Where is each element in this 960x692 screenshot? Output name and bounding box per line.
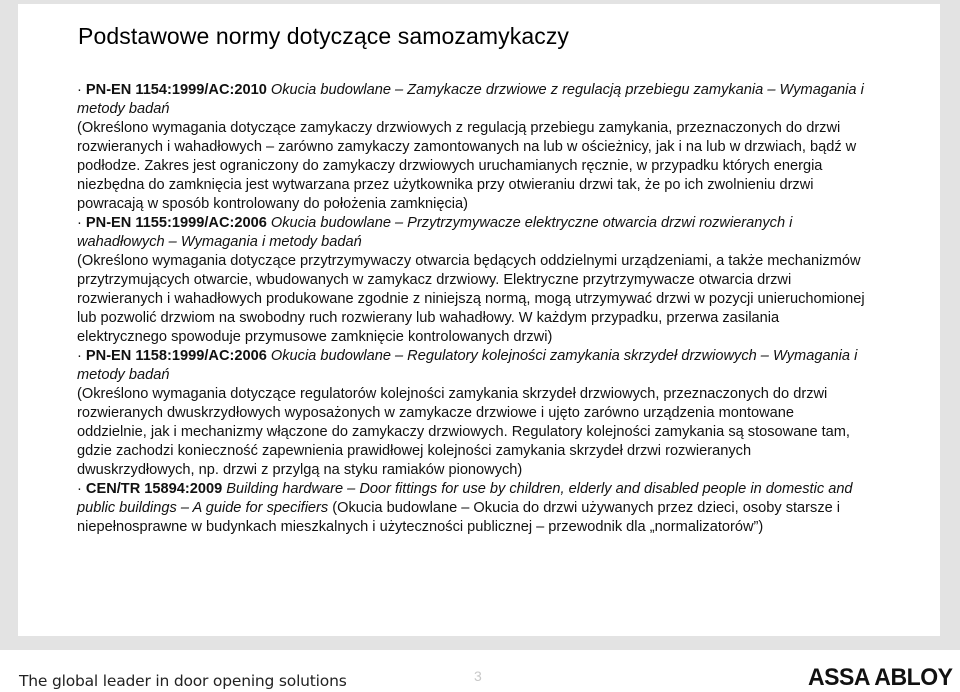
- slide: [18, 4, 940, 636]
- standard-description: (Okucia budowlane – Okucia do drzwi używanych przez dzieci, osoby starsze i niepełnosprawne w budynkach mieszkalnych i użyteczności publicznej – przewodnik dla „normalizatorów”): [77, 500, 841, 535]
- standard-description: (Określono wymagania dotyczące zamykaczy drzwiowych z regulacją przebiegu zamykania, przeznaczonych do drzwi rozwieranych i wahadłowych – zarówno zamykaczy zamontowanych na lub w ościeżnicy, jak i na lub w drzwiach, bądź w podłodze. Zakres jest ograniczony do zamykaczy drzwiowych uruchamianych ręcznie, w przypadku których energia niezbędna do zamknięcia jest wytwarzana przez użytkownika przy otwieraniu drzwi tak, że po ich zwolnieniu drzwi powracają w sposób kontrolowany do położenia zamknięcia): [77, 120, 857, 212]
- bullet: ·: [77, 348, 86, 364]
- standard-code: PN-EN 1155:1999/AC:2006: [85, 215, 267, 231]
- assa-abloy-logo: ASSA ABLOY: [808, 664, 953, 691]
- standard-title: Okucia budowlane – Regulatory kolejności zamykania skrzydeł drzwiowych – Wymagania i metody badań: [77, 348, 858, 383]
- standard-title: Okucia budowlane – Zamykacze drzwiowe z regulacją przebiegu zamykania – Wymagania i metody badań: [77, 82, 864, 117]
- standard-code: CEN/TR 15894:2009: [85, 481, 223, 497]
- bullet: ·: [77, 481, 86, 497]
- slide-content: [77, 81, 867, 537]
- standard-description: (Określono wymagania dotyczące przytrzymywaczy otwarcia będących oddzielnymi urządzeniami, a także mechanizmów przytrzymujących otwarcie, wbudowanych w zamykacz drzwiowy. Elektryczne przytrzymywacze otwarcia drzwi rozwieranych i wahadłowych produkowane zgodnie z niniejszą normą, mogą utrzymywać drzwi w pozycji unieruchomionej lub pozwolić drzwiom na swobodny ruch rozwierany lub wahadłowy. W każdym przypadku, przerwa zasilania elektrycznego spowoduje przymusowe zamknięcie kontrolowanych drzwi): [77, 253, 865, 345]
- standard-entry-3: [77, 347, 867, 480]
- standard-entry-4: [77, 480, 867, 537]
- standard-code: PN-EN 1154:1999/AC:2010: [85, 82, 267, 98]
- page-number: 3: [474, 668, 482, 684]
- slide-title: Podstawowe normy dotyczące samozamykaczy: [78, 23, 570, 49]
- bullet: ·: [77, 215, 86, 231]
- standard-entry-1: [77, 81, 867, 214]
- standard-description: (Określono wymagania dotyczące regulatorów kolejności zamykania skrzydeł drzwiowych, przeznaczonych do drzwi rozwieranych dwuskrzydłowych wyposażonych w zamykacze drzwiowe i ujęto zarówno urządzenia montowane oddzielnie, jak i mechanizmy włączone do zamykaczy drzwiowych. Regulatory kolejności zamykania są stosowane tam, gdzie zachodzi konieczność zapewnienia prawidłowej kolejności zamykania skrzydeł drzwi rozwieranych dwuskrzydłowych, np. drzwi z przylgą na styku ramiaków pionowych): [77, 386, 850, 478]
- standard-code: PN-EN 1158:1999/AC:2006: [85, 348, 267, 364]
- bullet: ·: [77, 82, 86, 98]
- standard-entry-2: [77, 214, 867, 347]
- standard-title: Building hardware – Door fittings for use by children, elderly and disabled people in domestic and public buildings – A guide for specifiers: [77, 481, 853, 516]
- footer: [0, 650, 960, 692]
- standard-title: Okucia budowlane – Przytrzymywacze elektryczne otwarcia drzwi rozwieranych i wahadłowych – Wymagania i metody badań: [77, 215, 793, 250]
- footer-tagline: The global leader in door opening solutions: [19, 672, 347, 690]
